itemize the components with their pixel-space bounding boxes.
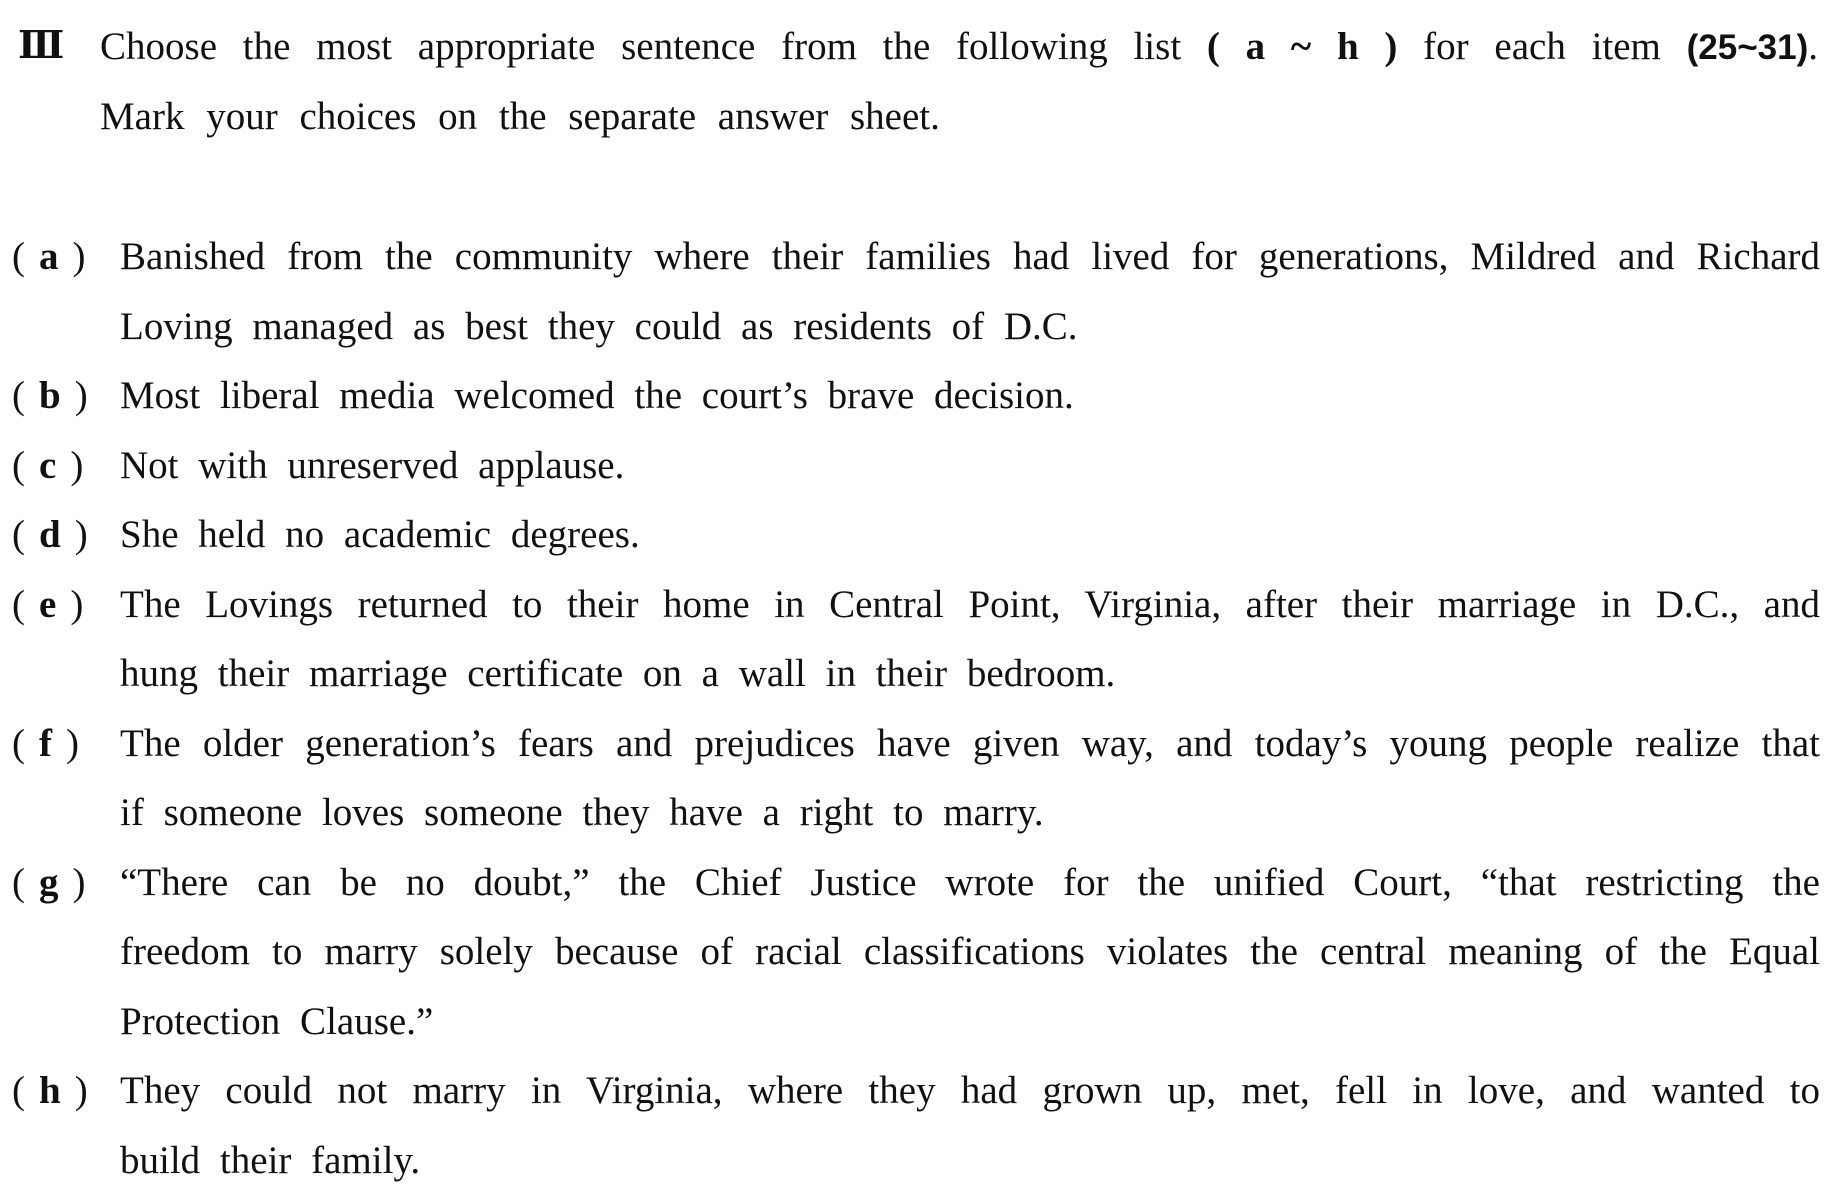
instruction-part3: . Mark your choices on the separate answer sheet. [100, 25, 1819, 138]
option-text: They could not marry in Virginia, where they had grown up, met, fell in love, and wanted to build their family. [120, 1069, 1820, 1182]
instruction-range: ( a ~ h ) [1206, 25, 1398, 68]
option-text: The Lovings returned to their home in Central Point, Virginia, after their marriage in D.C., and hung their marriage certificate on a wall in their bedroom. [120, 582, 1820, 695]
option-letter: c [39, 443, 57, 487]
option-e [12, 570, 1820, 709]
option-label: ( f ) [12, 721, 79, 765]
option-text: Most liberal media welcomed the court’s brave decision. [120, 374, 1074, 417]
option-text: “There can be no doubt,” the Chief Justice wrote for the unified Court, “that restricting the freedom to marry solely because of racial classifications violates the central meaning of the Equal Protection Clause.” [120, 860, 1820, 1043]
option-label: ( g ) [12, 860, 86, 904]
instruction-items: (25~31) [1686, 28, 1809, 67]
option-label: ( b ) [12, 374, 88, 417]
section-instruction [18, 12, 1818, 151]
option-text: Not with unreserved applause. [120, 443, 625, 487]
instruction-part1: Choose the most appropriate sentence from the following list [100, 25, 1182, 68]
section-numeral: Ⅲ [18, 25, 64, 67]
option-letter: b [39, 374, 61, 417]
options-list [12, 222, 1820, 1195]
instruction-part2: for each item [1423, 25, 1661, 68]
option-label: ( c ) [12, 443, 84, 487]
option-text: She held no academic degrees. [120, 513, 640, 556]
option-label: ( d ) [12, 513, 88, 556]
option-letter: e [39, 582, 57, 626]
option-letter: d [39, 513, 61, 556]
option-letter: h [39, 1069, 61, 1112]
option-letter: a [39, 235, 59, 278]
option-label: ( h ) [12, 1069, 88, 1112]
option-letter: f [39, 721, 52, 765]
option-f [12, 709, 1820, 848]
option-d [12, 500, 1820, 570]
option-label: ( a ) [12, 235, 86, 278]
instruction-text [100, 12, 1818, 151]
option-label: ( e ) [12, 582, 84, 626]
option-text: Banished from the community where their families had lived for generations, Mildred and Richard Loving managed as best they could as residents of D.C. [120, 235, 1820, 348]
option-b [12, 361, 1820, 431]
option-letter: g [39, 860, 59, 904]
option-g [12, 848, 1820, 1057]
option-h [12, 1056, 1820, 1195]
option-c [12, 431, 1820, 501]
option-a [12, 222, 1820, 361]
option-text: The older generation’s fears and prejudices have given way, and today’s young people realize that if someone loves someone they have a right to marry. [120, 721, 1820, 834]
